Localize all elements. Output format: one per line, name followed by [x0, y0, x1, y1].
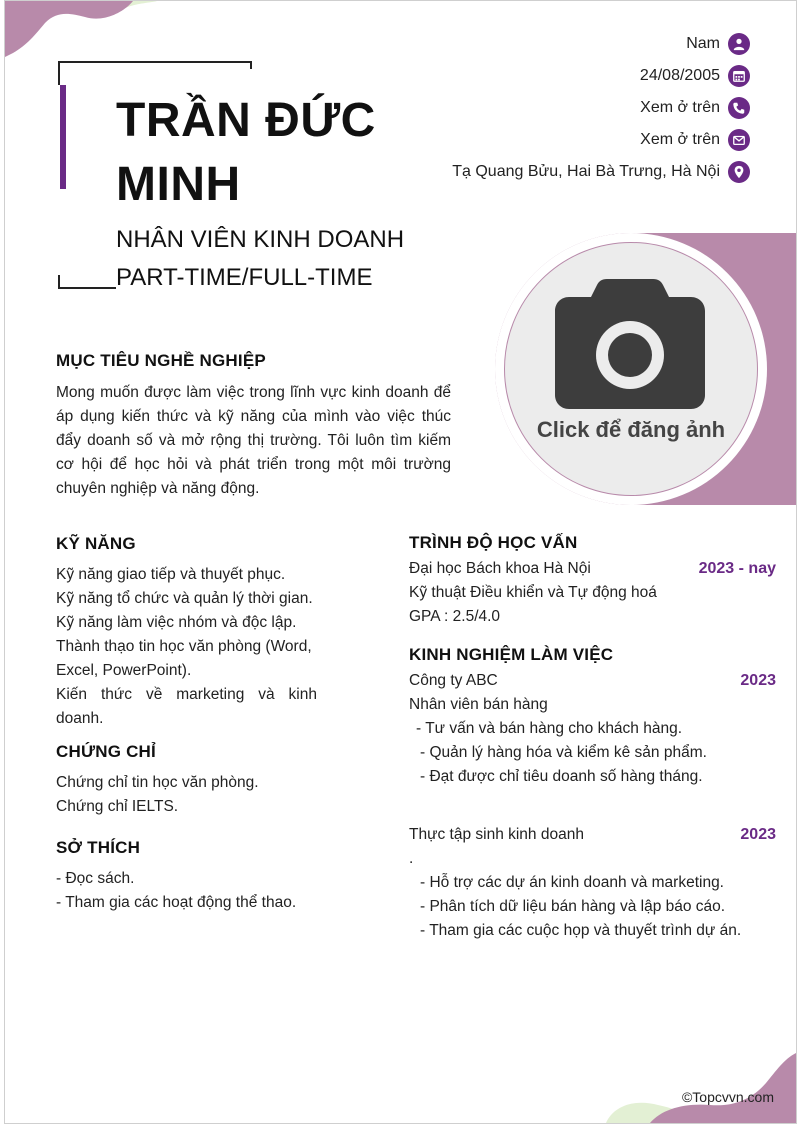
hobby-item: - Tham gia các hoạt động thể thao. [56, 894, 297, 911]
job-duty: - Tư vấn và bán hàng cho khách hàng. [416, 720, 683, 737]
cv-page [4, 0, 797, 1124]
phone-icon [728, 97, 750, 119]
contact-phone [330, 95, 750, 121]
footer-credit[interactable]: ©Topcvvn.com [681, 1089, 774, 1105]
job-duties [409, 717, 779, 789]
job-duty: - Phân tích dữ liệu bán hàng và lập báo cáo. [420, 898, 726, 915]
job-position: . [409, 850, 414, 867]
location-pin-icon [728, 161, 750, 183]
job-year: 2023 [740, 826, 776, 843]
birthday-text: 24/08/2005 [639, 67, 720, 84]
contact-birthday [330, 63, 750, 89]
job-position: Nhân viên bán hàng [409, 696, 548, 713]
skills-list [56, 563, 317, 731]
name-frame-right [250, 61, 252, 69]
gender-text: Nam [686, 35, 720, 52]
candidate-name: TRẦN ĐỨC MINH [116, 94, 376, 211]
objective-text: Mong muốn được làm việc trong lĩnh vực kinh doanh để áp dụng kiến thức và kỹ năng của mình vào việc thúc đẩy doanh số và mở rộng thị trường. Tôi luôn tìm kiếm cơ hội để học hỏi và phát triển trong một môi trường chuyên nghiệp và năng động. [56, 384, 451, 497]
hobby-item: - Đọc sách. [56, 870, 135, 887]
mail-icon [728, 129, 750, 151]
name-frame-left [58, 61, 60, 85]
contact-email [330, 127, 750, 153]
certificate-item: Chứng chỉ tin học văn phòng. [56, 774, 259, 791]
contact-gender [330, 31, 750, 57]
skills-heading: KỸ NĂNG [56, 534, 136, 553]
name-frame-top [58, 61, 250, 63]
skill-item: Thành thạo tin học văn phòng (Word, Excel, PowerPoint). [56, 638, 312, 679]
name-accent-bar [60, 85, 66, 189]
skill-item: Kỹ năng làm việc nhóm và độc lập. [56, 614, 297, 631]
job-duty: - Tham gia các cuộc họp và thuyết trình dự án. [420, 922, 742, 939]
job-company: Công ty ABC [409, 672, 498, 689]
certificate-item: Chứng chỉ IELTS. [56, 798, 179, 815]
job-duty: - Đạt được chỉ tiêu doanh số hàng tháng. [420, 768, 703, 785]
education-major: Kỹ thuật Điều khiển và Tự động hoá [409, 584, 657, 601]
calendar-icon [728, 65, 750, 87]
phone-text: Xem ở trên [640, 99, 720, 116]
skill-item: Kiến thức về marketing và kinh doanh. [56, 686, 317, 727]
job-title: NHÂN VIÊN KINH DOANH PART-TIME/FULL-TIME [116, 226, 405, 291]
certificates-heading: CHỨNG CHỈ [56, 742, 156, 761]
top-left-decoration [5, 1, 165, 61]
education-school: Đại học Bách khoa Hà Nội [409, 560, 591, 577]
job-duties [409, 871, 779, 943]
skill-item: Kỹ năng giao tiếp và thuyết phục. [56, 566, 286, 583]
education-period: 2023 - nay [698, 560, 776, 577]
camera-icon[interactable] [555, 279, 705, 411]
bottom-right-decoration [606, 1053, 796, 1123]
address-text: Tạ Quang Bửu, Hai Bà Trưng, Hà Nội [452, 163, 720, 180]
email-text: Xem ở trên [640, 131, 720, 148]
contact-address [330, 159, 750, 185]
education-heading: TRÌNH ĐỘ HỌC VẤN [409, 533, 578, 552]
education-gpa: GPA : 2.5/4.0 [409, 608, 501, 625]
name-frame-bottom [58, 287, 116, 289]
job-duty: - Quản lý hàng hóa và kiểm kê sản phẩm. [420, 744, 707, 761]
person-icon [728, 33, 750, 55]
upload-photo-caption[interactable]: Click để đăng ảnh [536, 417, 726, 442]
hobbies-list [56, 867, 356, 915]
certificates-list [56, 771, 356, 819]
job-duty: - Hỗ trợ các dự án kinh doanh và marketing. [420, 874, 724, 891]
hobbies-heading: SỞ THÍCH [56, 838, 141, 857]
job-company: Thực tập sinh kinh doanh [409, 826, 584, 843]
objective-heading: MỤC TIÊU NGHỀ NGHIỆP [56, 351, 266, 370]
job-year: 2023 [740, 672, 776, 689]
experience-heading: KINH NGHIỆM LÀM VIỆC [409, 645, 614, 664]
skill-item: Kỹ năng tổ chức và quản lý thời gian. [56, 590, 313, 607]
